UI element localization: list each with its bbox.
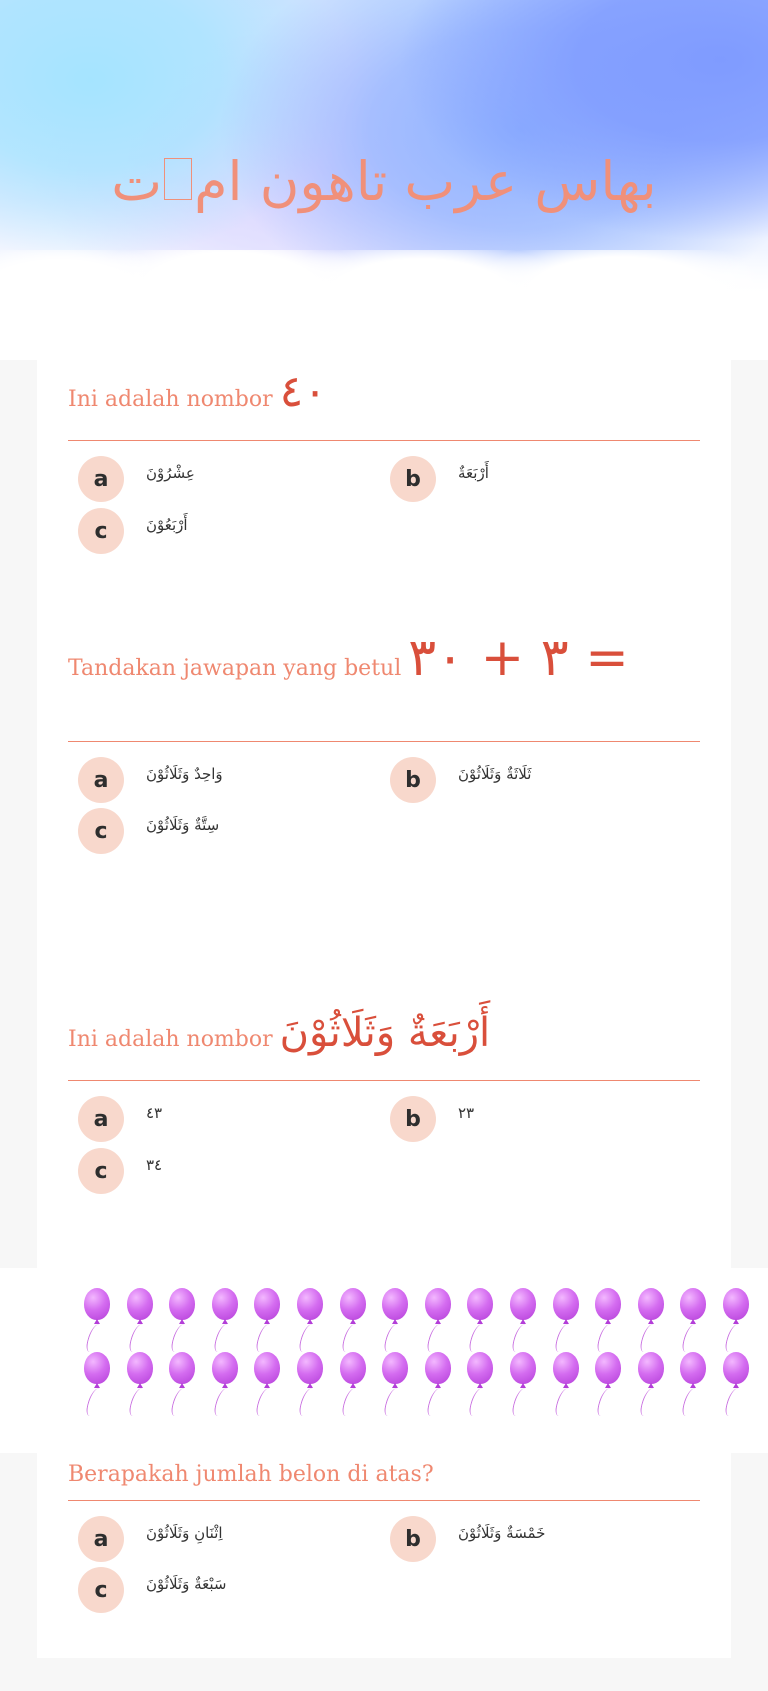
question-3-prompt: Ini adalah nombor أَرْبَعَةٌ وَثَلَاثُوْنَ: [68, 1010, 491, 1056]
balloon-icon: [547, 1288, 590, 1354]
balloon-icon: [206, 1352, 249, 1418]
option-letter: b: [390, 1096, 436, 1142]
balloon-icon: [78, 1352, 121, 1418]
option-text: خَمْسَةٌ وَثَلَاثُوْنَ: [458, 1524, 546, 1542]
balloon-icon: [291, 1352, 334, 1418]
question-2-prompt: Tandakan jawapan yang betul ٣ + ٣٠ =: [68, 628, 629, 688]
balloon-icon: [717, 1288, 760, 1354]
balloon-icon: [461, 1288, 504, 1354]
question-3-option-a[interactable]: [78, 1096, 162, 1142]
question-3-number-words: أَرْبَعَةٌ وَثَلَاثُوْنَ: [279, 1010, 491, 1056]
question-3-option-b[interactable]: [390, 1096, 474, 1142]
question-3-option-c[interactable]: [78, 1148, 162, 1194]
option-text: سَبْعَةٌ وَثَلَاثُوْنَ: [146, 1575, 227, 1593]
option-text: ثَلَاثَةٌ وَثَلَاثُوْنَ: [458, 765, 532, 783]
balloon-icon: [674, 1352, 717, 1418]
option-letter: a: [78, 757, 124, 803]
question-4-divider: [68, 1500, 700, 1501]
balloon-icon: [632, 1352, 675, 1418]
balloon-icon: [248, 1352, 291, 1418]
option-letter: b: [390, 456, 436, 502]
question-1-number: ٤٠: [279, 366, 327, 417]
question-2-option-b[interactable]: [390, 757, 531, 803]
balloon-icon: [674, 1288, 717, 1354]
balloon-icon: [163, 1288, 206, 1354]
balloon-icon: [121, 1352, 164, 1418]
question-4-option-b[interactable]: [390, 1516, 545, 1562]
balloon-icon: [376, 1288, 419, 1354]
option-text: ٢٣: [458, 1104, 475, 1122]
question-1-divider: [68, 440, 700, 441]
option-letter: c: [78, 808, 124, 854]
balloon-icon: [206, 1288, 249, 1354]
option-letter: a: [78, 1516, 124, 1562]
balloon-picture: [0, 1268, 768, 1453]
cloud-decoration: [0, 250, 768, 360]
header-banner: [0, 0, 768, 360]
balloon-icon: [504, 1352, 547, 1418]
balloon-icon: [589, 1288, 632, 1354]
question-2-divider: [68, 741, 700, 742]
balloon-icon: [419, 1352, 462, 1418]
balloon-icon: [121, 1288, 164, 1354]
option-letter: c: [78, 1567, 124, 1613]
balloon-row-2: [78, 1352, 760, 1418]
balloon-icon: [461, 1352, 504, 1418]
balloon-icon: [717, 1352, 760, 1418]
question-4-prompt: Berapakah jumlah belon di atas?: [68, 1462, 434, 1487]
option-text: سِتَّةٌ وَثَلَاثُوْنَ: [146, 816, 220, 834]
option-letter: b: [390, 1516, 436, 1562]
option-letter: a: [78, 1096, 124, 1142]
balloon-icon: [504, 1288, 547, 1354]
option-letter: b: [390, 757, 436, 803]
question-3-divider: [68, 1080, 700, 1081]
question-2-option-a[interactable]: [78, 757, 223, 803]
question-2-option-c[interactable]: [78, 808, 219, 854]
balloon-icon: [419, 1288, 462, 1354]
balloon-icon: [334, 1352, 377, 1418]
option-text: ٤٣: [146, 1104, 163, 1122]
balloon-icon: [376, 1352, 419, 1418]
option-text: وَاحِدٌ وَثَلَاثُوْنَ: [146, 765, 223, 783]
option-text: أَرْبَعَةٌ: [458, 464, 489, 482]
balloon-icon: [547, 1352, 590, 1418]
balloon-icon: [291, 1288, 334, 1354]
question-1-option-c[interactable]: [78, 508, 188, 554]
balloon-icon: [248, 1288, 291, 1354]
balloon-icon: [78, 1288, 121, 1354]
balloon-row-1: [78, 1288, 760, 1354]
balloon-icon: [632, 1288, 675, 1354]
question-1-option-a[interactable]: [78, 456, 195, 502]
question-1-prompt: Ini adalah nombor ٤٠: [68, 366, 327, 417]
missing-glyph-box: [164, 158, 192, 200]
option-text: عِشْرُوْنَ: [146, 464, 195, 482]
option-text: أَرْبَعُوْنَ: [146, 516, 188, 534]
balloon-icon: [334, 1288, 377, 1354]
option-letter: c: [78, 1148, 124, 1194]
question-4-option-a[interactable]: [78, 1516, 223, 1562]
question-1-option-b[interactable]: [390, 456, 489, 502]
option-text: ٣٤: [146, 1156, 163, 1174]
question-4-option-c[interactable]: [78, 1567, 226, 1613]
option-letter: c: [78, 508, 124, 554]
option-text: اِثْنَانِ وَثَلَاثُوْنَ: [146, 1524, 223, 1542]
balloon-icon: [163, 1352, 206, 1418]
option-letter: a: [78, 456, 124, 502]
page-title: بهاس عرب تاهون امت: [111, 150, 657, 213]
question-2-equation: ٣ + ٣٠ =: [408, 628, 629, 688]
balloon-icon: [589, 1352, 632, 1418]
